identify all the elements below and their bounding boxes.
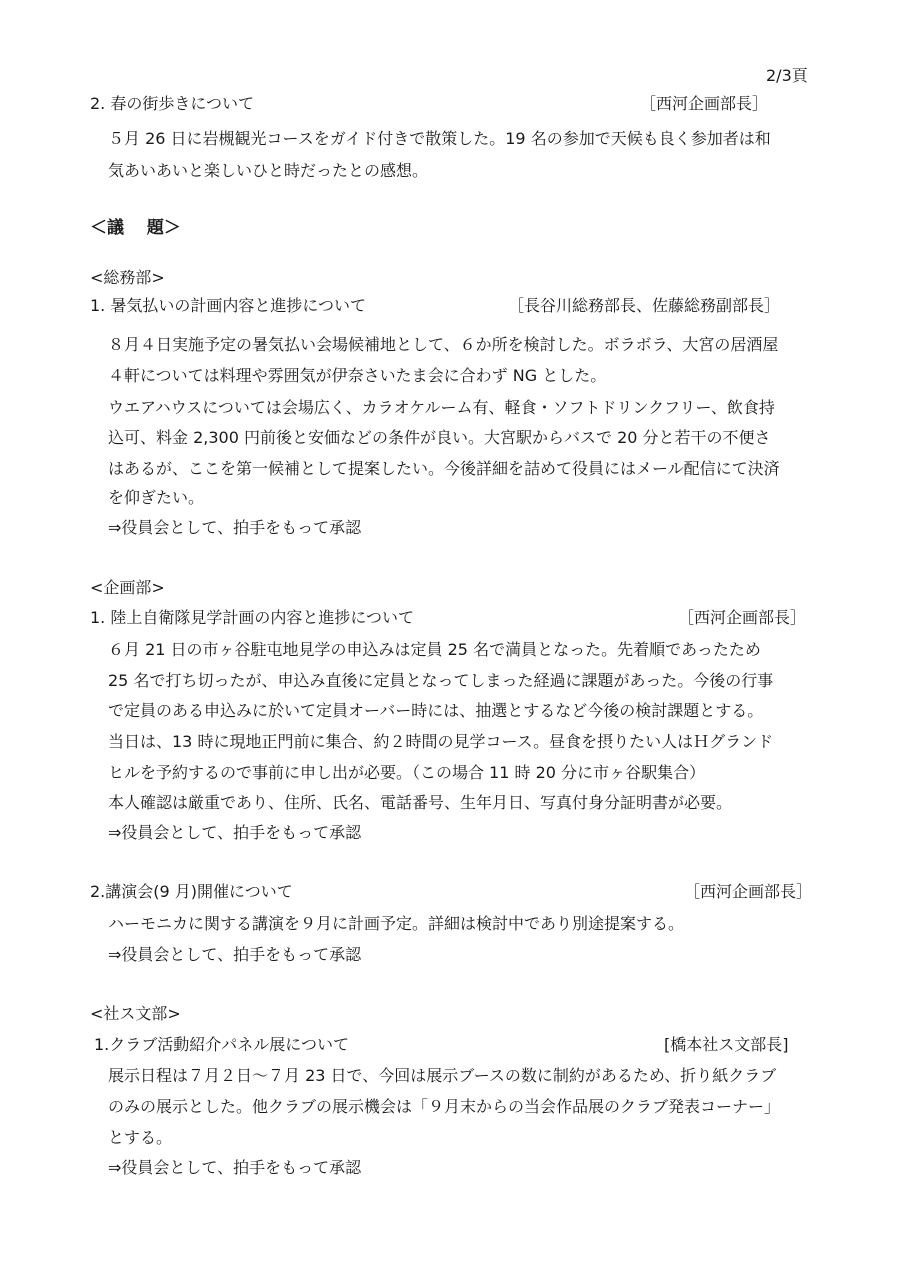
agenda-item-body-line: 展示日程は７月２日〜７月 23 日で、今回は展示ブースの数に制約があるため、折り紙クラブ (108, 1066, 777, 1085)
agenda-item-body-line: 当日は、13 時に現地正門前に集合、約２時間の見学コース。昼食を摂りたい人はＨグランド (108, 732, 774, 751)
agenda-heading: ＜議 題＞ (90, 218, 181, 238)
department-heading: <企画部> (90, 578, 165, 597)
department-heading: <総務部> (90, 268, 165, 287)
agenda-item-body-line: 本人確認は厳重であり、住所、氏名、電話番号、生年月日、写真付身分証明書が必要。 (108, 793, 733, 812)
agenda-item-presenter: ［長谷川総務部長、佐藤総務副部長］ (508, 296, 781, 315)
page-number: 2/3頁 (766, 66, 808, 85)
agenda-item-body-line: を仰ぎたい。 (108, 488, 205, 507)
report-item-presenter: ［西河企画部長］ (640, 94, 769, 113)
agenda-item-presenter: [橋本社ス文部長] (664, 1035, 789, 1054)
agenda-item-presenter: ［西河企画部長］ (684, 882, 813, 901)
report-item-body-line: 気あいあいと楽しいひと時だったとの感想。 (108, 161, 429, 180)
agenda-item-body-line: ６月 21 日の市ヶ谷駐屯地見学の申込みは定員 25 名で満員となった。先着順であったため (108, 640, 761, 659)
agenda-item-body-line: のみの展示とした。他クラブの展示機会は「９月末からの当会作品展のクラブ発表コーナー」 (108, 1097, 781, 1116)
agenda-item-title: 1. 陸上自衛隊見学計画の内容と進捗について (90, 608, 415, 627)
agenda-item-body-line: 25 名で打ち切ったが、申込み直後に定員となってしまった経過に課題があった。今後の行事 (108, 671, 774, 690)
approval-note: ⇒役員会として、拍手をもって承認 (108, 823, 362, 842)
agenda-item-body-line: ハーモニカに関する講演を９月に計画予定。詳細は検討中であり別途提案する。 (108, 914, 685, 933)
approval-note: ⇒役員会として、拍手をもって承認 (108, 1158, 362, 1177)
agenda-item-title: 2.講演会(9 月)開催について (90, 882, 293, 901)
agenda-item-body-line: ４軒については料理や雰囲気が伊奈さいたま会に合わず NG とした。 (108, 366, 607, 385)
department-heading: <社ス文部> (90, 1004, 181, 1023)
agenda-item-body-line: ウエアハウスについては会場広く、カラオケルーム有、軽食・ソフトドリンクフリー、飲食持 (108, 398, 775, 417)
agenda-item-title: 1.クラブ活動紹介パネル展について (94, 1035, 349, 1054)
approval-note: ⇒役員会として、拍手をもって承認 (108, 945, 362, 964)
report-item-title: 2. 春の街歩きについて (90, 94, 255, 113)
approval-note: ⇒役員会として、拍手をもって承認 (108, 518, 362, 537)
agenda-item-title: 1. 暑気払いの計画内容と進捗について (90, 296, 367, 315)
agenda-item-body-line: 込可、料金 2,300 円前後と安価などの条件が良い。大宮駅からバスで 20 分と若干の不便さ (108, 428, 771, 447)
report-item-body-line: ５月 26 日に岩槻観光コースをガイド付きで散策した。19 名の参加で天候も良く参加者は和 (108, 129, 771, 148)
agenda-item-body-line: とする。 (108, 1128, 173, 1147)
agenda-item-body-line: で定員のある申込みに於いて定員オーバー時には、抽選とするなど今後の検討課題とする。 (108, 701, 764, 720)
agenda-item-body-line: ８月４日実施予定の暑気払い会場候補地として、６か所を検討した。ボラボラ、大宮の居酒屋 (108, 335, 779, 354)
agenda-item-body-line: はあるが、ここを第一候補として提案したい。今後詳細を詰めて役員にはメール配信にて決済 (108, 459, 780, 478)
agenda-item-presenter: ［西河企画部長］ (678, 608, 807, 627)
agenda-item-body-line: ヒルを予約するので事前に申し出が必要。（この場合 11 時 20 分に市ヶ谷駅集合） (108, 763, 706, 782)
